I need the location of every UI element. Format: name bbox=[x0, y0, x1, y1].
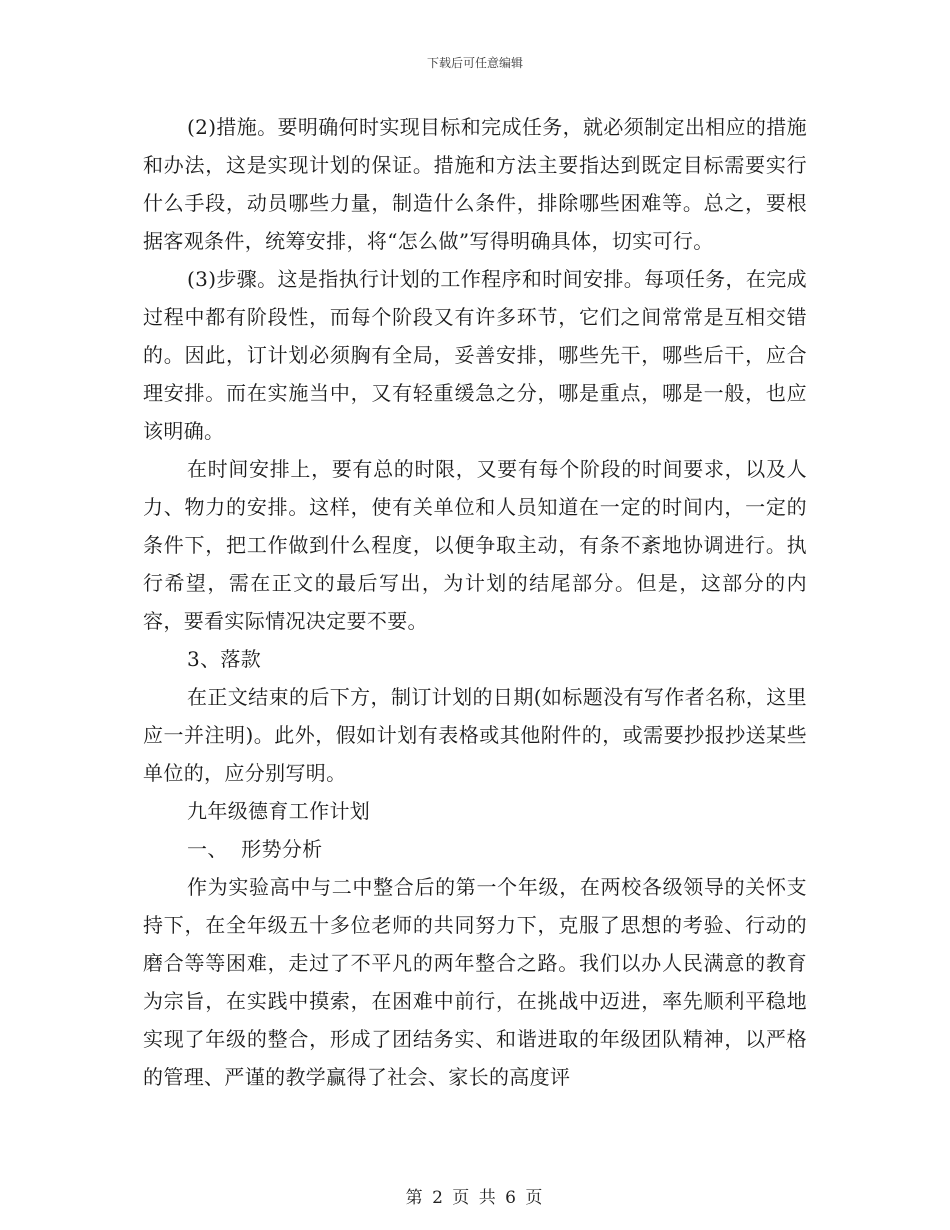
page-header: 下载后可任意编辑 bbox=[426, 56, 523, 70]
document-title: 九年级德育工作计划 bbox=[187, 799, 371, 823]
paragraph-measures: (2)措施。要明确何时实现目标和完成任务，就必须制定出相应的措施和办法，这是实现计划的保证。措施和方法主要指达到既定目标需要实行什么手段，动员哪些力量，制造什么条件，排除哪些困难等。总之，要根据客观条件，统筹安排，将“怎么做”写得明确具体，切实可行。 bbox=[143, 115, 807, 253]
section-heading-signature: 3、落款 bbox=[187, 647, 262, 671]
paragraph-time-arrangement: 在时间安排上，要有总的时限，又要有每个阶段的时间要求，以及人力、物力的安排。这样，使有关单位和人员知道在一定的时间内，一定的条件下，把工作做到什么程度，以便争取主动，有条不紊地协调进行。执行希望，需在正文的最后写出，为计划的结尾部分。但是，这部分的内容，要看实际情况决定要不要。 bbox=[143, 457, 807, 633]
paragraph-analysis: 作为实验高中与二中整合后的第一个年级，在两校各级领导的关怀支持下，在全年级五十多位老师的共同努力下，克服了思想的考验、行动的磨合等等困难，走过了不平凡的两年整合之路。我们以办人民满意的教育为宗旨，在实践中摸索，在困难中前行，在挑战中迈进，率先顺利平稳地实现了年级的整合，形成了团结务实、和谐进取的年级团队精神，以严格的管理、严谨的教学赢得了社会、家长的高度评 bbox=[143, 875, 807, 1089]
document-body bbox=[143, 108, 807, 1096]
paragraph-steps: (3)步骤。这是指执行计划的工作程序和时间安排。每项任务，在完成过程中都有阶段性，而每个阶段又有许多环节，它们之间常常是互相交错的。因此，订计划必须胸有全局，妥善安排，哪些先干，哪些后干，应合理安排。而在实施当中，又有轻重缓急之分，哪是重点，哪是一般，也应该明确。 bbox=[143, 267, 807, 443]
section-heading-analysis: 一、 形势分析 bbox=[187, 837, 323, 861]
paragraph-signature: 在正文结束的后下方，制订计划的日期(如标题没有写作者名称，这里应一并注明)。此外，假如计划有表格或其他附件的，或需要抄报抄送某些单位的，应分别写明。 bbox=[143, 685, 807, 785]
page-number: 第 2 页 共 6 页 bbox=[405, 1188, 545, 1208]
